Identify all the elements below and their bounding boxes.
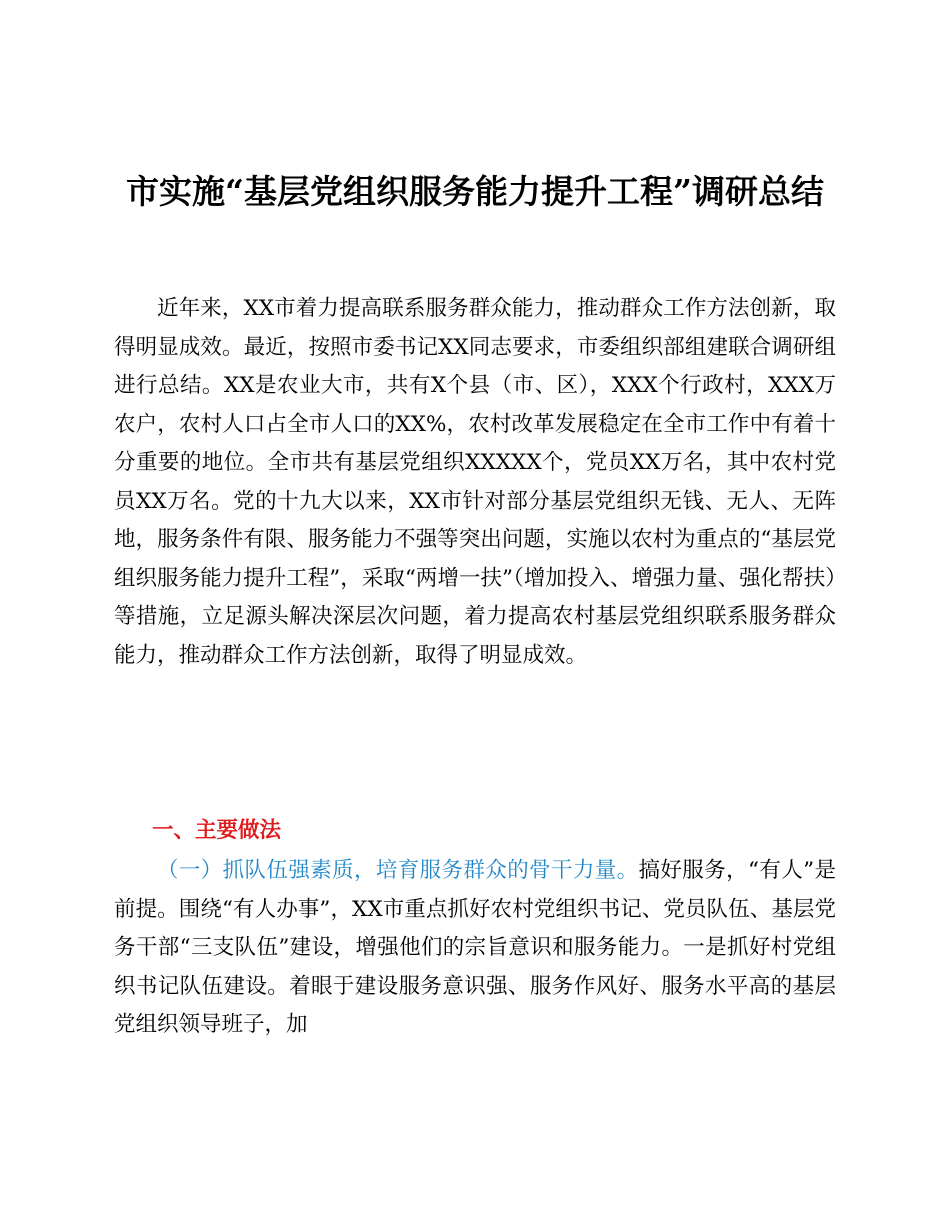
section-heading-main-practices: 一、主要做法	[152, 818, 282, 843]
subsection-heading: （一）抓队伍强素质，培育服务群众的骨干力量。	[157, 858, 639, 883]
subsection-text: 搞好服务，“有人”是前提。围绕“有人办事”，XX市重点抓好农村党组织书记、党员队伍、基层党务干部“三支队伍”建设，增强他们的宗旨意识和服务能力。一是抓好村党组织书记队伍建设。着眼于建设服务意识强、服务作风好、服务水平高的基层党组织领导班子，加	[114, 858, 836, 1037]
intro-paragraph: 近年来，XX市着力提高联系服务群众能力，推动群众工作方法创新，取得明显成效。最近，按照市委书记XX同志要求，市委组织部组建联合调研组进行总结。XX是农业大市，共有X个县（市、区），XXX个行政村，XXX万农户，农村人口占全市人口的XX%，农村改革发展稳定在全市工作中有着十分重要的地位。全市共有基层党组织XXXXX个，党员XX万名，其中农村党员XX万名。党的十九大以来，XX市针对部分基层党组织无钱、无人、无阵地，服务条件有限、服务能力不强等突出问题，实施以农村为重点的“基层党组织服务能力提升工程”，采取“两增一扶”（增加投入、增强力量、强化帮扶）等措施，立足源头解决深层次问题，着力提高农村基层党组织联系服务群众能力，推动群众工作方法创新，取得了明显成效。	[114, 296, 836, 668]
document-title: 市实施“基层党组织服务能力提升工程”调研总结	[126, 172, 824, 211]
subsection-paragraph	[114, 852, 836, 1045]
